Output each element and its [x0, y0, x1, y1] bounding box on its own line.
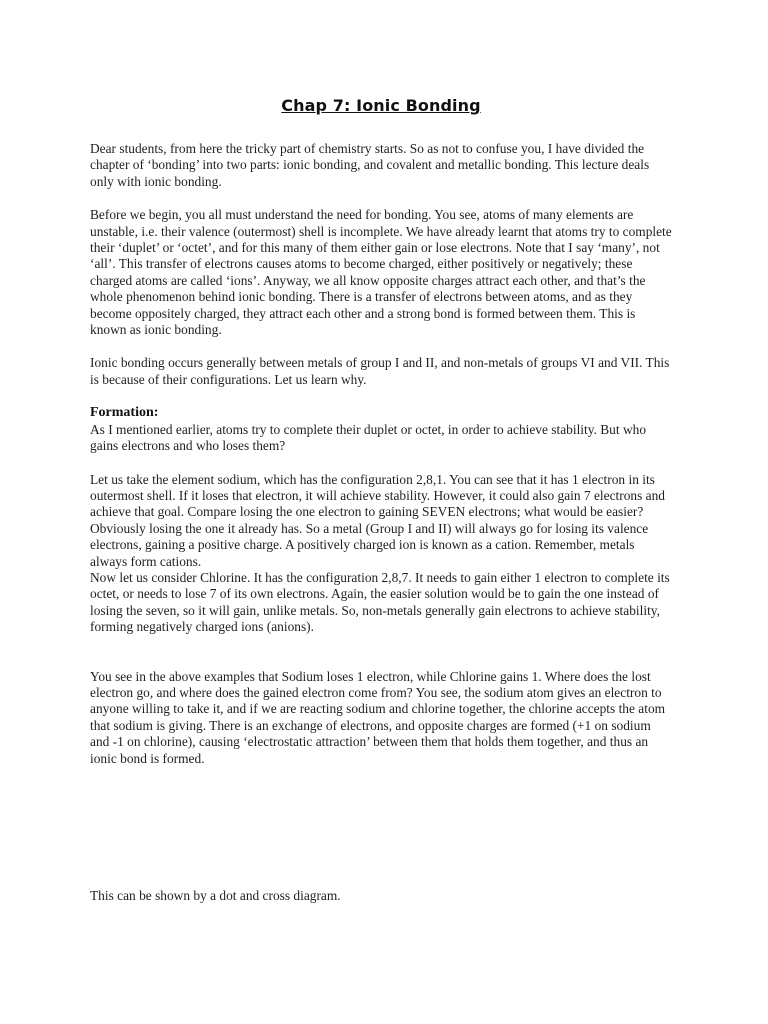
diagram-space: [90, 784, 672, 888]
formation-intro-paragraph: As I mentioned earlier, atoms try to complete their duplet or octet, in order to achieve stability. But who gains electrons and who loses them?: [90, 421, 647, 454]
sodium-paragraph: Let us take the element sodium, which has the configuration 2,8,1. You can see that it has 1 electron in its outermost shell. If it loses that electron, it will achieve stability. However, it could also gain 7 electrons and achieve that goal. Compare losing the one electron to gaining SEVEN electrons; what would be easier? Obviously losing the one it already has. So a metal (Group I and II) will always go for losing its valence electrons, gaining a positive charge. A positively charged ion is known as a cation. Remember, metals always form cations.: [90, 471, 665, 569]
intro-paragraph: Dear students, from here the tricky part of chemistry starts. So as not to confuse you, I have divided the chapter of ‘bonding’ into two parts: ionic bonding, and covalent and metallic bonding. This lecture deals only with ionic bonding.: [90, 141, 650, 189]
electron-exchange-paragraph: You see in the above examples that Sodium loses 1 electron, while Chlorine gains 1. Where does the lost electron go, and where does the gained electron come from? You see, the sodium atom gives an electron to anyone willing to take it, and if we are reacting sodium and chlorine together, the chlorine accepts the atom that sodium is giving. There is an exchange of electrons, and opposite charges are formed (+1 on sodium and -1 on chlorine), causing ‘electrostatic attraction’ between them that holds them together, and thus an ionic bond is formed.: [90, 668, 666, 766]
diagram-note: This can be shown by a dot and cross diagram.: [90, 888, 341, 903]
bonding-need-paragraph: Before we begin, you all must understand the need for bonding. You see, atoms of many elements are unstable, i.e. their valence (outermost) shell is incomplete. We have already learnt that atoms try to complete their ‘duplet’ or ‘octet’, and for this many of them either gain or lose electrons. Note that I say ‘many’, not ‘all’. This transfer of electrons causes atoms to become charged, either positively or negatively; these charged atoms are called ‘ions’. Anyway, we all know opposite charges attract each other, and that’s the whole phenomenon behind ionic bonding. There is a transfer of electrons between atoms, and as they become oppositely charged, they attract each other and a strong bond is formed between them. This is known as ionic bonding.: [90, 207, 672, 338]
groups-paragraph: Ionic bonding occurs generally between metals of group I and II, and non-metals of groups VI and VII. This is because of their configurations. Let us learn why.: [90, 355, 670, 387]
chlorine-paragraph: Now let us consider Chlorine. It has the configuration 2,8,7. It needs to gain either 1 electron to complete its octet, or needs to lose 7 of its own electrons. Again, the easier solution would be to gain the one instead of losing the seven, so it will gain, unlike metals. So, non-metals generally gain electrons to achieve stability, forming negatively charged ions (anions).: [90, 569, 670, 635]
page-title: Chap 7: Ionic Bonding: [281, 96, 481, 115]
formation-heading: Formation:: [90, 405, 159, 421]
